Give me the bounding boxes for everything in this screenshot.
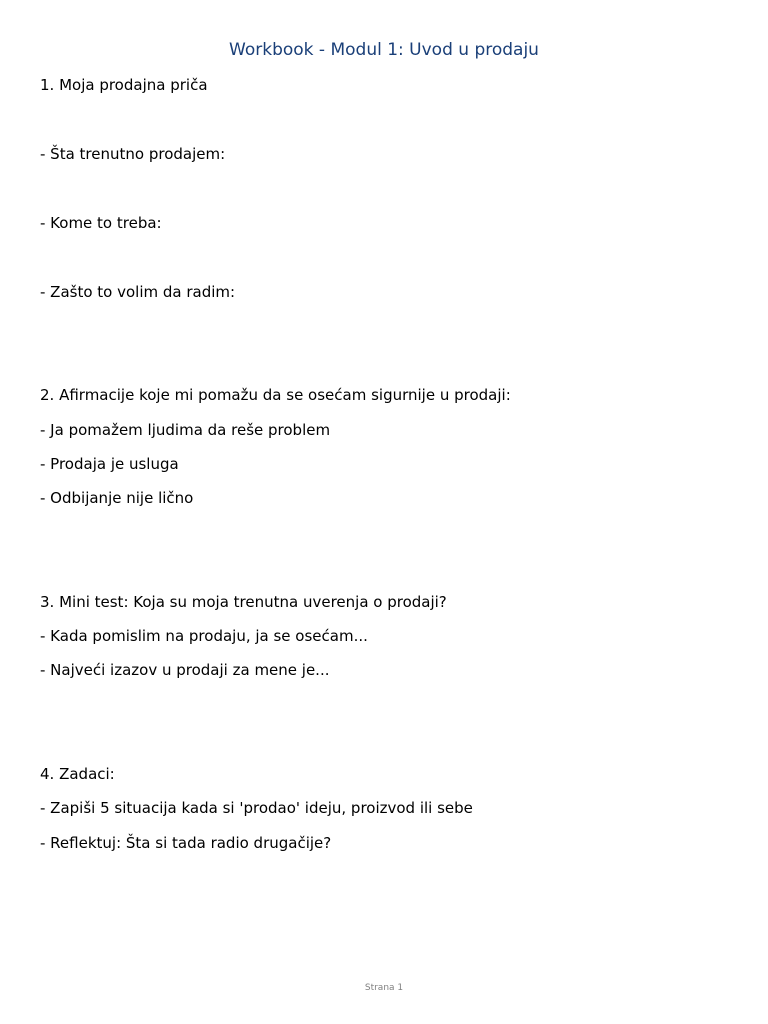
page-title: Workbook - Modul 1: Uvod u prodaju [229, 40, 539, 60]
section-4-item-1: - Zapiši 5 situacija kada si 'prodao' ideju, proizvod ili sebe [40, 799, 473, 817]
section-2-item-2: - Prodaja je usluga [40, 455, 179, 473]
section-4-item-2: - Reflektuj: Šta si tada radio drugačije? [40, 834, 332, 852]
page-number: Strana 1 [364, 983, 404, 993]
section-heading-3: 3. Mini test: Koja su moja trenutna uverenja o prodaji? [40, 593, 447, 611]
section-2-item-1: - Ja pomažem ljudima da reše problem [40, 421, 331, 439]
section-2-item-3: - Odbijanje nije lično [40, 489, 194, 507]
section-3-item-1: - Kada pomislim na prodaju, ja se osećam... [40, 627, 368, 645]
section-3-item-2: - Najveći izazov u prodaji za mene je... [40, 661, 330, 679]
section-heading-4: 4. Zadaci: [40, 765, 115, 783]
section-1-item-3: - Zašto to volim da radim: [40, 283, 236, 301]
section-1-item-2: - Kome to treba: [40, 214, 162, 232]
section-heading-2: 2. Afirmacije koje mi pomažu da se osećam sigurnije u prodaji: [40, 386, 511, 404]
section-1-item-1: - Šta trenutno prodajem: [40, 145, 226, 163]
section-heading-1: 1. Moja prodajna priča [40, 76, 208, 94]
